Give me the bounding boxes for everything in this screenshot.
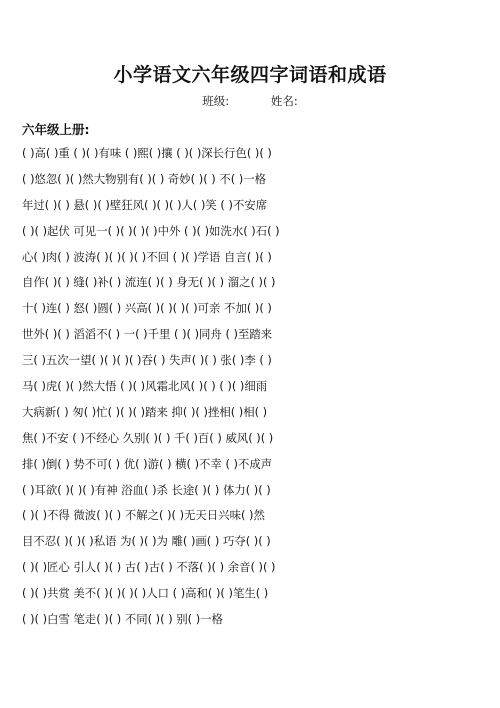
exercise-line: 目不忍( )( )( )私语 为( )( )为 雕( )画( ) 巧夺( )( ) <box>22 534 271 549</box>
exercise-lines <box>22 145 492 637</box>
exercise-line: 排( )倒( ) 势不可( ) 优( )游( ) 横( )不幸 ( )不成声 <box>22 456 273 471</box>
exercise-line: 马( )虎( )( )然大悟 ( )( )风霜北风( )( ) ( )( )细雨 <box>22 379 268 394</box>
exercise-line: 焦( )不安 ( )不经心 久别( )( ) 千( )百( ) 威风( )( ) <box>22 430 274 445</box>
exercise-line: 心( )肉( ) 波涛( )( )( )( )不回 ( )( )学语 自言( )( ) <box>22 249 272 264</box>
exercise-line: 大病新( ) 匆( )忙( )( )( )踏来 抑( )( )挫相( )相( ) <box>22 404 268 419</box>
exercise-line: 年过( )( ) 悬( )( )壁狂风( )( )( )人( )笑 ( )不安席 <box>22 197 268 212</box>
exercise-line: 三( )五次一望( )( )( )( )吞( ) 失声( )( ) 张( )李 ( ) <box>22 353 272 368</box>
exercise-line: ( )( )起伏 可见一( )( )( )( )中外 ( )( )如洗水( )石( ) <box>22 223 280 238</box>
page-title: 小学语文六年级四字词语和成语 <box>113 64 387 86</box>
exercise-line: ( )高( )重 ( )( )有味 ( )熙( )攘 ( )( )深长行色( )( ) <box>22 146 272 160</box>
class-label: 班级: <box>202 94 230 108</box>
student-info-row <box>0 93 500 109</box>
section-heading: 六年级上册: <box>22 122 90 137</box>
name-label: 姓名: <box>270 94 298 108</box>
exercise-line: ( )悠忽( )( )然大物别有( )( ) 奇妙( )( ) 不( )一格 <box>22 171 266 186</box>
exercise-line: 十( )连( ) 怒( )圆( ) 兴高( )( )( )( )可亲 不加( )( ) <box>22 301 272 316</box>
exercise-line: ( )( )不得 微波( )( ) 不解之( )( )无天日兴味( )然 <box>22 508 265 523</box>
exercise-line: 世外( )( ) 滔滔不( ) 一( )千里 ( )( )同舟 ( )至踏来 <box>22 327 273 342</box>
exercise-line: ( )( )共赏 美不( )( )( )( )人口 ( )高和( )( )笔生( ) <box>22 586 269 601</box>
exercise-line: 自作( )( ) 缝( )补( ) 流连( )( ) 身无( )( ) 溜之( )( ) <box>22 275 276 290</box>
exercise-line: ( )耳欲( )( )( )有神 浴血( )杀 长途( )( ) 体力( )( ) <box>22 482 271 497</box>
exercise-line: ( )( )匠心 引人( )( ) 古( )古( ) 不落( )( ) 余音( )( ) <box>22 560 276 575</box>
exercise-line: ( )( )白雪 笔走( )( ) 不同( )( ) 别( )一格 <box>22 612 223 627</box>
